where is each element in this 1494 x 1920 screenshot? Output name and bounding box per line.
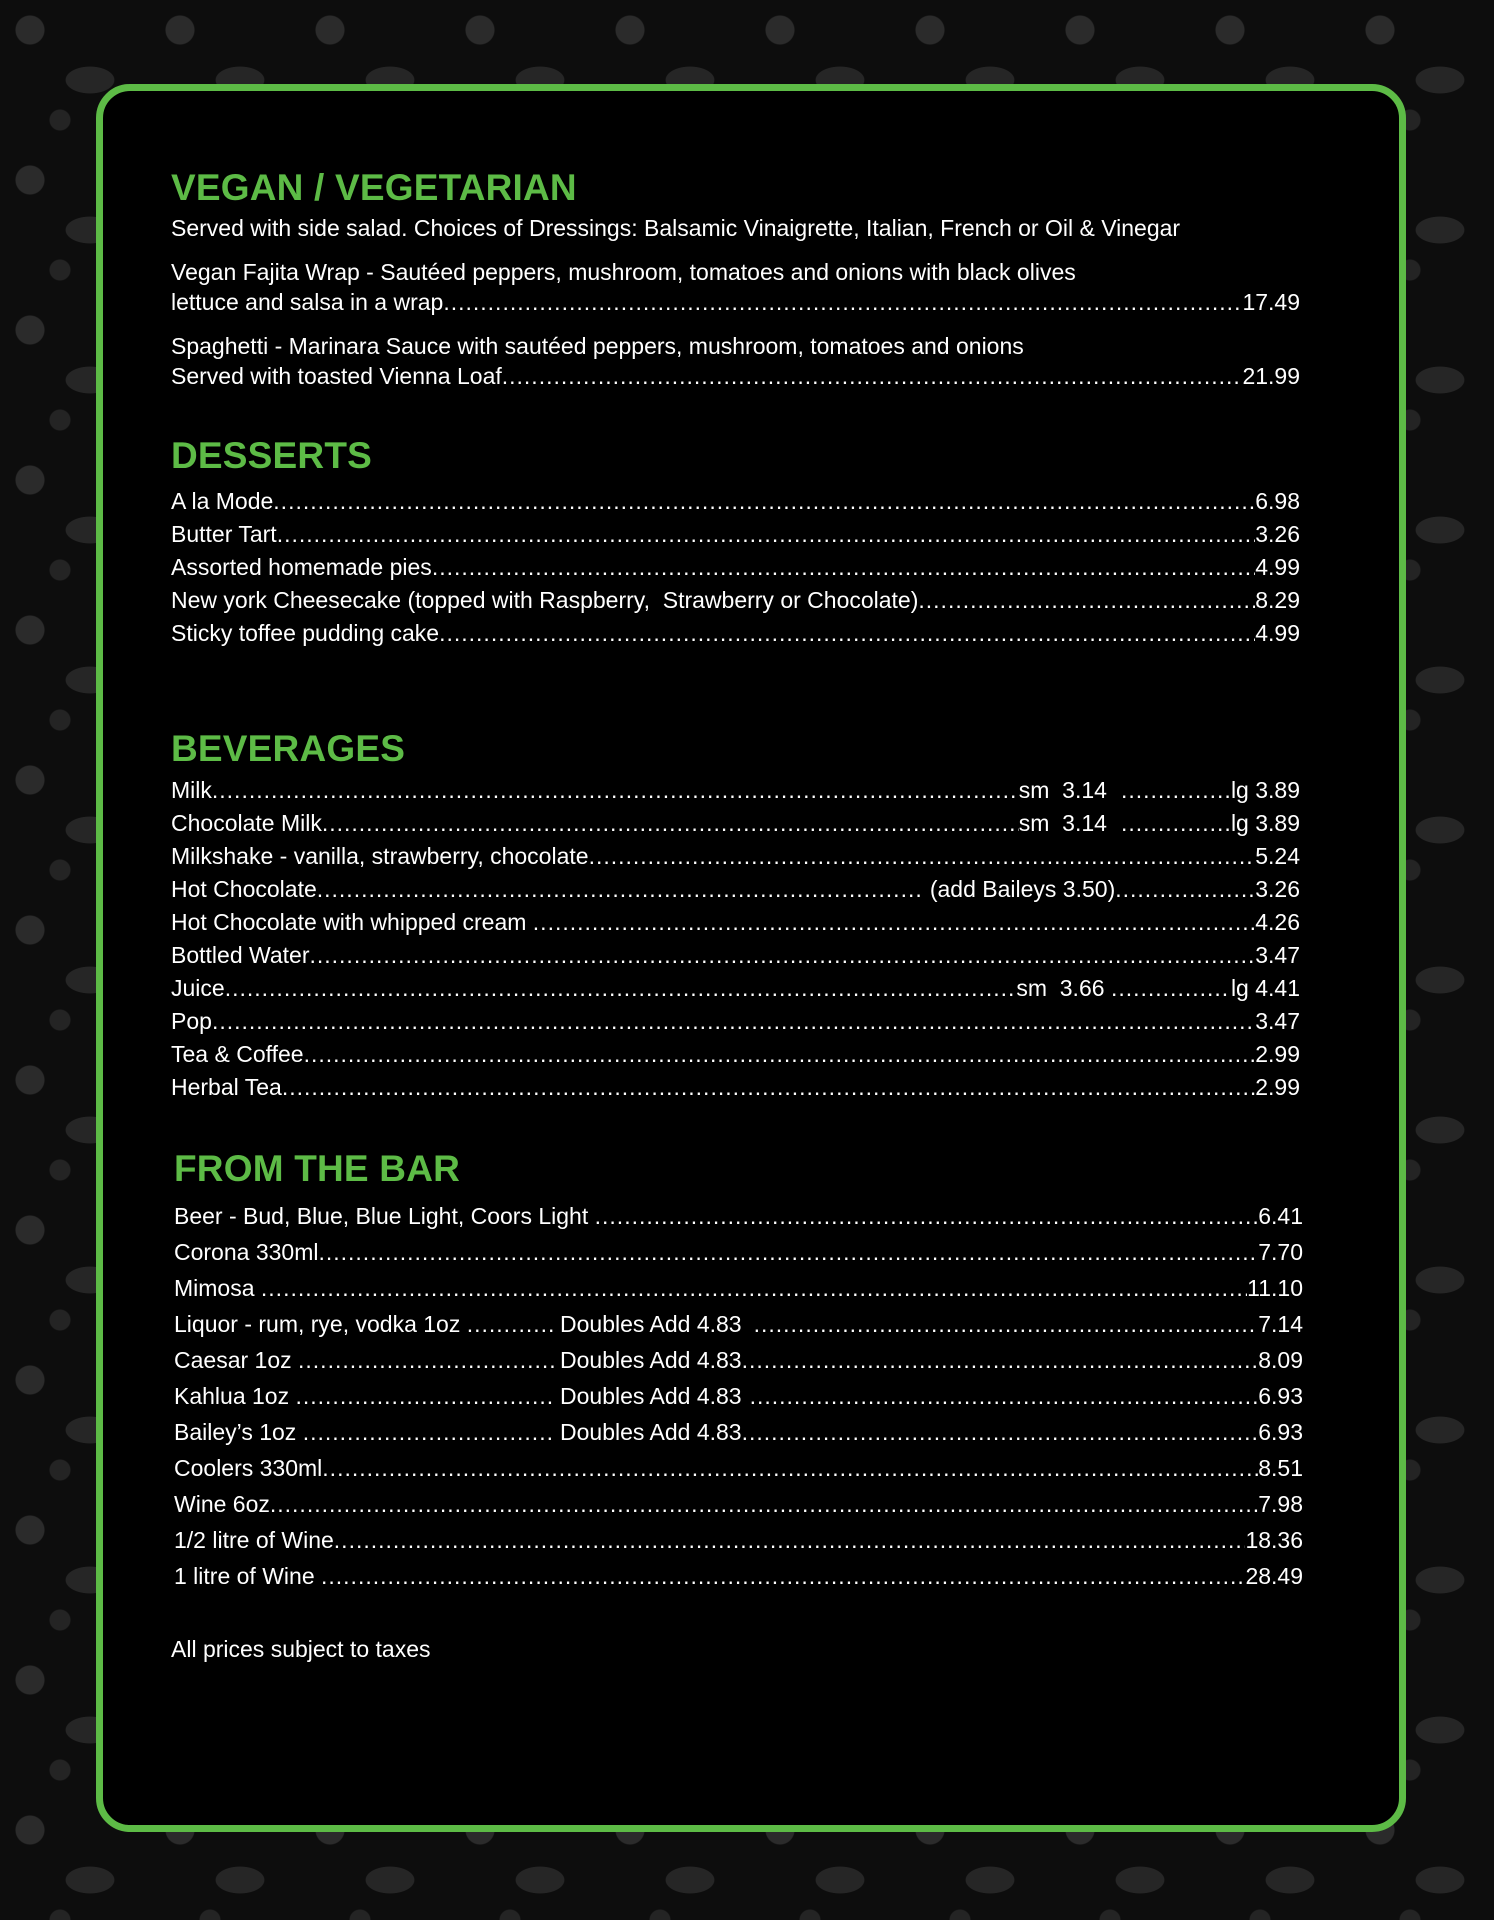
leader-dots xyxy=(502,361,1243,391)
menu-item-name: Tea & Coffee xyxy=(171,1041,304,1067)
section-title-desserts: DESSERTS xyxy=(171,435,373,476)
leader-dots xyxy=(298,1342,554,1378)
menu-item-name: Kahlua 1oz xyxy=(174,1383,296,1409)
menu-item-price: 2.99 xyxy=(1255,1074,1300,1100)
leader-dots xyxy=(318,1234,1258,1270)
menu-item-addon: Doubles Add 4.83 xyxy=(560,1383,742,1409)
menu-item-price: 3.47 xyxy=(1255,1008,1300,1034)
menu-item-price: 8.51 xyxy=(1258,1455,1303,1481)
menu-item xyxy=(171,617,1300,650)
leader-dots xyxy=(589,840,1256,873)
bar-list xyxy=(174,1198,1303,1594)
menu-item xyxy=(171,906,1300,939)
menu-panel xyxy=(96,84,1406,1832)
leader-dots xyxy=(322,1450,1258,1486)
leader-dots xyxy=(1121,807,1231,840)
leader-dots xyxy=(595,1198,1259,1234)
menu-item-name: Hot Chocolate with whipped cream xyxy=(171,909,533,935)
menu-item-price: 17.49 xyxy=(1242,289,1300,315)
menu-item-name: Caesar 1oz xyxy=(174,1347,299,1373)
menu-item xyxy=(174,1234,1303,1270)
menu-item-name: Sticky toffee pudding cake xyxy=(171,620,440,646)
menu-item xyxy=(171,518,1300,551)
leader-dots xyxy=(317,873,922,906)
menu-item xyxy=(171,840,1300,873)
menu-item-price: 11.10 xyxy=(1247,1275,1303,1301)
menu-item xyxy=(174,1342,1303,1378)
leader-dots xyxy=(742,1414,1259,1450)
menu-item-name: Corona 330ml xyxy=(174,1239,319,1265)
section-title-bar: FROM THE BAR xyxy=(174,1148,461,1189)
menu-item-name: A la Mode xyxy=(171,488,274,514)
menu-item-addon: Doubles Add 4.83 xyxy=(560,1311,742,1337)
menu-item-price: 6.98 xyxy=(1255,488,1300,514)
menu-item-price: 6.93 xyxy=(1258,1383,1303,1409)
leader-dots xyxy=(334,1522,1246,1558)
menu-item-price-small: sm 3.66 xyxy=(1016,975,1111,1001)
menu-item-description: Spaghetti - Marinara Sauce with sautéed peppers, mushroom, tomatoes and onions xyxy=(171,333,1024,359)
menu-item-price: 4.26 xyxy=(1255,909,1300,935)
menu-item-name: Assorted homemade pies xyxy=(171,554,432,580)
menu-item-price: 2.99 xyxy=(1255,1041,1300,1067)
menu-item-price: 7.14 xyxy=(1258,1311,1303,1337)
menu-item-price: 5.24 xyxy=(1255,843,1300,869)
leader-dots xyxy=(1121,774,1231,807)
leader-dots xyxy=(918,584,1255,617)
menu-item-price: 8.29 xyxy=(1255,587,1300,613)
menu-item-description: Served with toasted Vienna Loaf xyxy=(171,363,502,389)
menu-item-name: New york Cheesecake (topped with Raspberry, Strawberry or Chocolate) xyxy=(171,587,919,613)
menu-item-price: 6.93 xyxy=(1258,1419,1303,1445)
menu-item-name: Bailey’s 1oz xyxy=(174,1419,303,1445)
menu-item-name: 1 litre of Wine xyxy=(174,1563,321,1589)
menu-content xyxy=(171,167,1303,1664)
leader-dots xyxy=(533,906,1255,939)
leader-dots xyxy=(432,551,1255,584)
menu-item xyxy=(171,873,1300,906)
menu-item xyxy=(171,1038,1300,1071)
menu-item-name: Beer - Bud, Blue, Blue Light, Coors Light xyxy=(174,1203,595,1229)
menu-item-name: Herbal Tea xyxy=(171,1074,282,1100)
leader-dots xyxy=(225,972,1017,1005)
menu-item-name: Liquor - rum, rye, vodka 1oz xyxy=(174,1311,467,1337)
menu-item xyxy=(174,1558,1303,1594)
leader-dots xyxy=(270,1486,1258,1522)
leader-dots xyxy=(295,1378,554,1414)
menu-item-price: 3.26 xyxy=(1255,521,1300,547)
tax-note: All prices subject to taxes xyxy=(171,1636,431,1662)
menu-item-price-large: lg 3.89 xyxy=(1230,810,1300,836)
menu-item xyxy=(171,807,1300,840)
menu-item xyxy=(174,1270,1303,1306)
menu-item-price: 8.09 xyxy=(1258,1347,1303,1373)
menu-item-addon: Doubles Add 4.83 xyxy=(560,1347,742,1373)
menu-item xyxy=(174,1378,1303,1414)
menu-item-price: 3.47 xyxy=(1255,942,1300,968)
menu-item xyxy=(171,1071,1300,1104)
leader-dots xyxy=(282,1071,1255,1104)
menu-item-price: 4.99 xyxy=(1255,620,1300,646)
menu-item-price: 21.99 xyxy=(1242,363,1300,389)
leader-dots xyxy=(277,518,1256,551)
menu-item-price-large: lg 3.89 xyxy=(1230,777,1300,803)
menu-item-name: Juice xyxy=(171,975,225,1001)
vegan-subtitle: Served with side salad. Choices of Dressings: Balsamic Vinaigrette, Italian, French or Oil & Vinegar xyxy=(171,215,1181,241)
leader-dots xyxy=(303,1414,554,1450)
leader-dots xyxy=(439,617,1255,650)
menu-item-price: 4.99 xyxy=(1255,554,1300,580)
leader-dots xyxy=(273,485,1255,518)
menu-item-name: Wine 6oz xyxy=(174,1491,270,1517)
menu-item xyxy=(171,972,1300,1005)
leader-dots xyxy=(1115,873,1255,906)
menu-item-name: Mimosa xyxy=(174,1275,261,1301)
menu-item xyxy=(171,551,1300,584)
menu-item-price-small: sm 3.14 xyxy=(1018,810,1107,836)
menu-item-name: Pop xyxy=(171,1008,212,1034)
menu-item xyxy=(174,1486,1303,1522)
menu-item-price: 7.70 xyxy=(1258,1239,1303,1265)
leader-dots xyxy=(212,774,1019,807)
menu-item xyxy=(174,1414,1303,1450)
menu-item xyxy=(174,1198,1303,1234)
menu-item-price: 3.26 xyxy=(1255,876,1300,902)
section-title-vegan: VEGAN / VEGETARIAN xyxy=(171,167,577,208)
menu-item-addon: (add Baileys 3.50) xyxy=(929,876,1116,902)
menu-item-name: Milk xyxy=(171,777,212,803)
leader-dots xyxy=(321,1558,1245,1594)
leader-dots xyxy=(304,1038,1256,1071)
menu-item-price: 28.49 xyxy=(1245,1563,1303,1589)
menu-item-name: Milkshake - vanilla, strawberry, chocolate xyxy=(171,843,589,869)
menu-item xyxy=(174,1450,1303,1486)
leader-dots xyxy=(750,1378,1259,1414)
menu-item-name: Bottled Water xyxy=(171,942,310,968)
menu-item xyxy=(171,774,1300,807)
menu-item xyxy=(174,1522,1303,1558)
menu-item-name: Butter Tart xyxy=(171,521,277,547)
menu-item-description: Vegan Fajita Wrap - Sautéed peppers, mushroom, tomatoes and onions with black olives xyxy=(171,259,1076,285)
menu-item-price: 18.36 xyxy=(1245,1527,1303,1553)
menu-item xyxy=(171,485,1300,518)
leader-dots xyxy=(467,1306,554,1342)
menu-item xyxy=(171,1005,1300,1038)
leader-dots xyxy=(322,807,1019,840)
section-title-beverages: BEVERAGES xyxy=(171,728,406,769)
leader-dots xyxy=(212,1005,1255,1038)
leader-dots xyxy=(1111,972,1231,1005)
menu-item-addon: Doubles Add 4.83 xyxy=(560,1419,742,1445)
leader-dots xyxy=(261,1270,1247,1306)
menu-item-price: 6.41 xyxy=(1258,1203,1303,1229)
menu-item xyxy=(171,584,1300,617)
menu-item-price-large: lg 4.41 xyxy=(1230,975,1300,1001)
leader-dots xyxy=(742,1342,1259,1378)
menu-item-price-small: sm 3.14 xyxy=(1018,777,1107,803)
menu-item-name: 1/2 litre of Wine xyxy=(174,1527,334,1553)
menu-item xyxy=(174,1306,1303,1342)
menu-item xyxy=(171,331,1300,391)
menu-item-name: Chocolate Milk xyxy=(171,810,322,836)
leader-dots xyxy=(443,287,1242,317)
leader-dots xyxy=(309,939,1255,972)
menu-item-price: 7.98 xyxy=(1258,1491,1303,1517)
menu-item-description: lettuce and salsa in a wrap xyxy=(171,289,444,315)
menu-item xyxy=(171,257,1300,317)
leader-dots xyxy=(754,1306,1259,1342)
menu-item xyxy=(171,939,1300,972)
menu-item-name: Hot Chocolate xyxy=(171,876,317,902)
menu-item-name: Coolers 330ml xyxy=(174,1455,323,1481)
